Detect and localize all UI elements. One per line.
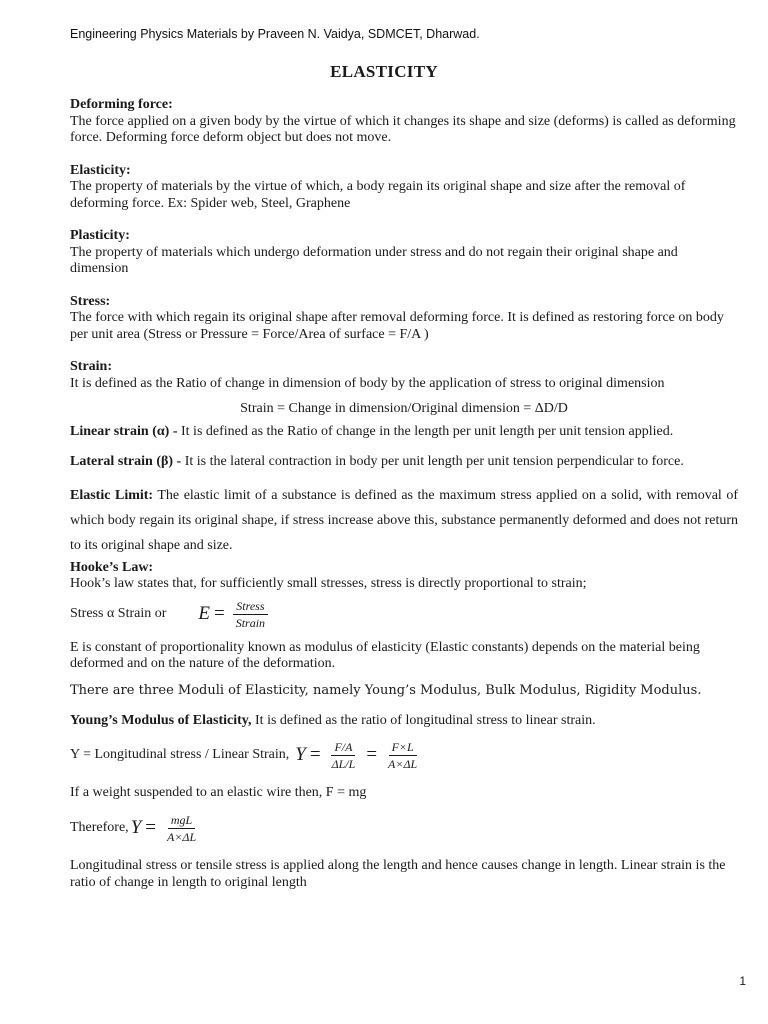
therefore-equation — [70, 813, 738, 844]
strain-formula: Strain = Change in dimension/Original dimension = ΔD/D — [240, 401, 568, 416]
equation-fraction — [164, 813, 199, 844]
section-heading: Elasticity: — [70, 162, 131, 178]
section-text: Hook’s law states that, for sufficiently small stresses, stress is directly proportional to strain; — [70, 576, 587, 591]
section-heading: Strain: — [70, 359, 112, 374]
page-number: 1 — [739, 974, 746, 988]
section-plasticity — [70, 228, 738, 278]
fraction-numerator: F/A — [331, 740, 355, 756]
youngs-equation — [70, 740, 738, 771]
equals-sign: = — [309, 743, 321, 765]
page-header: Engineering Physics Materials by Praveen N. Vaidya, SDMCET, Dharwad. — [70, 27, 480, 41]
section-elasticity — [70, 163, 738, 213]
fraction-numerator: mgL — [168, 813, 195, 829]
section-strain — [70, 359, 738, 418]
section-stress — [70, 294, 738, 344]
equation-fraction — [233, 599, 268, 630]
section-deforming-force — [70, 97, 738, 147]
fraction-denominator: Strain — [235, 615, 266, 630]
section-heading: Stress: — [70, 293, 111, 309]
section-label: Linear strain (α) - — [70, 423, 178, 439]
equation-variable: Y — [295, 743, 306, 765]
section-text: The elastic limit of a substance is defined as the maximum stress applied on a solid, with removal of which body regain its original shape, if stress increase above this, substance permanently deformed and does not return to its original shape and size. — [70, 487, 738, 553]
equation-prefix: Stress α Strain or — [70, 605, 167, 621]
fraction-numerator: F×L — [389, 740, 417, 756]
tensile-stress-text: Longitudinal stress or tensile stress is applied along the length and hence causes change in length. Linear strain is the ratio of change in length to original length — [70, 858, 726, 890]
section-text: It is defined as the Ratio of change in the length per unit length per unit tension applied. — [177, 423, 674, 439]
hooke-explanation: E is constant of proportionality known as modulus of elasticity (Elastic constants) depends on the material being deformed and on the nature of the deformation. — [70, 639, 700, 671]
youngs-definition — [70, 713, 738, 730]
section-hookes-law — [70, 560, 738, 673]
section-heading: Deforming force: — [70, 97, 173, 112]
equals-sign: = — [214, 602, 225, 624]
section-text: The force with which regain its original shape after removal deforming force. It is defined as restoring force on body per unit area (Stress or Pressure = Force/Area of surface = F/A ) — [70, 310, 724, 342]
section-text: The property of materials which undergo deformation under stress and do not regain their original shape and dimension — [70, 244, 678, 276]
section-text: The property of materials by the virtue of which, a body regain its original shape and size after the removal of deforming force. Ex: Spider web, Steel, Graphene — [70, 179, 686, 211]
equation-fraction — [385, 740, 420, 771]
equation-prefix: Therefore, — [70, 820, 129, 836]
fraction-numerator: Stress — [233, 599, 267, 615]
fraction-denominator: A×ΔL — [388, 756, 418, 771]
section-lateral-strain — [70, 454, 738, 471]
section-label: Young’s Modulus of Elasticity, — [70, 713, 252, 728]
section-linear-strain — [70, 424, 738, 441]
equals-sign: = — [366, 743, 378, 765]
section-heading: Hooke’s Law: — [70, 559, 154, 575]
section-label: Elastic Limit: — [70, 487, 154, 503]
section-text: It is defined as the ratio of longitudinal stress to linear strain. — [251, 713, 596, 728]
equals-sign: = — [145, 817, 156, 839]
equation-fraction — [329, 740, 359, 771]
section-youngs-modulus — [70, 713, 738, 891]
fraction-denominator: ΔL/L — [331, 756, 356, 771]
section-text: The force applied on a given body by the virtue of which it changes its shape and size (deforms) is called as deforming force. Deforming force deform object but does not move. — [70, 113, 736, 145]
equation-variable: Y — [130, 817, 142, 839]
weight-line: If a weight suspended to an elastic wire then, F = mg — [70, 784, 367, 800]
moduli-sentence: There are three Moduli of Elasticity, namely Young’s Modulus, Bulk Modulus, Rigidity Modulus. — [70, 682, 702, 698]
section-heading: Plasticity: — [70, 228, 130, 243]
equation-variable: E — [198, 602, 210, 624]
document-body — [70, 97, 738, 891]
equation-prefix: Y = Longitudinal stress / Linear Strain, — [70, 746, 290, 762]
section-elastic-limit — [70, 483, 738, 558]
section-text: It is defined as the Ratio of change in dimension of body by the application of stress to original dimension — [70, 375, 665, 391]
hooke-equation — [70, 599, 738, 630]
document-title: ELASTICITY — [330, 62, 438, 81]
fraction-denominator: A×ΔL — [166, 830, 197, 844]
section-text: It is the lateral contraction in body per unit length per unit tension perpendicular to force. — [181, 454, 684, 469]
section-label: Lateral strain (β) - — [70, 454, 182, 469]
